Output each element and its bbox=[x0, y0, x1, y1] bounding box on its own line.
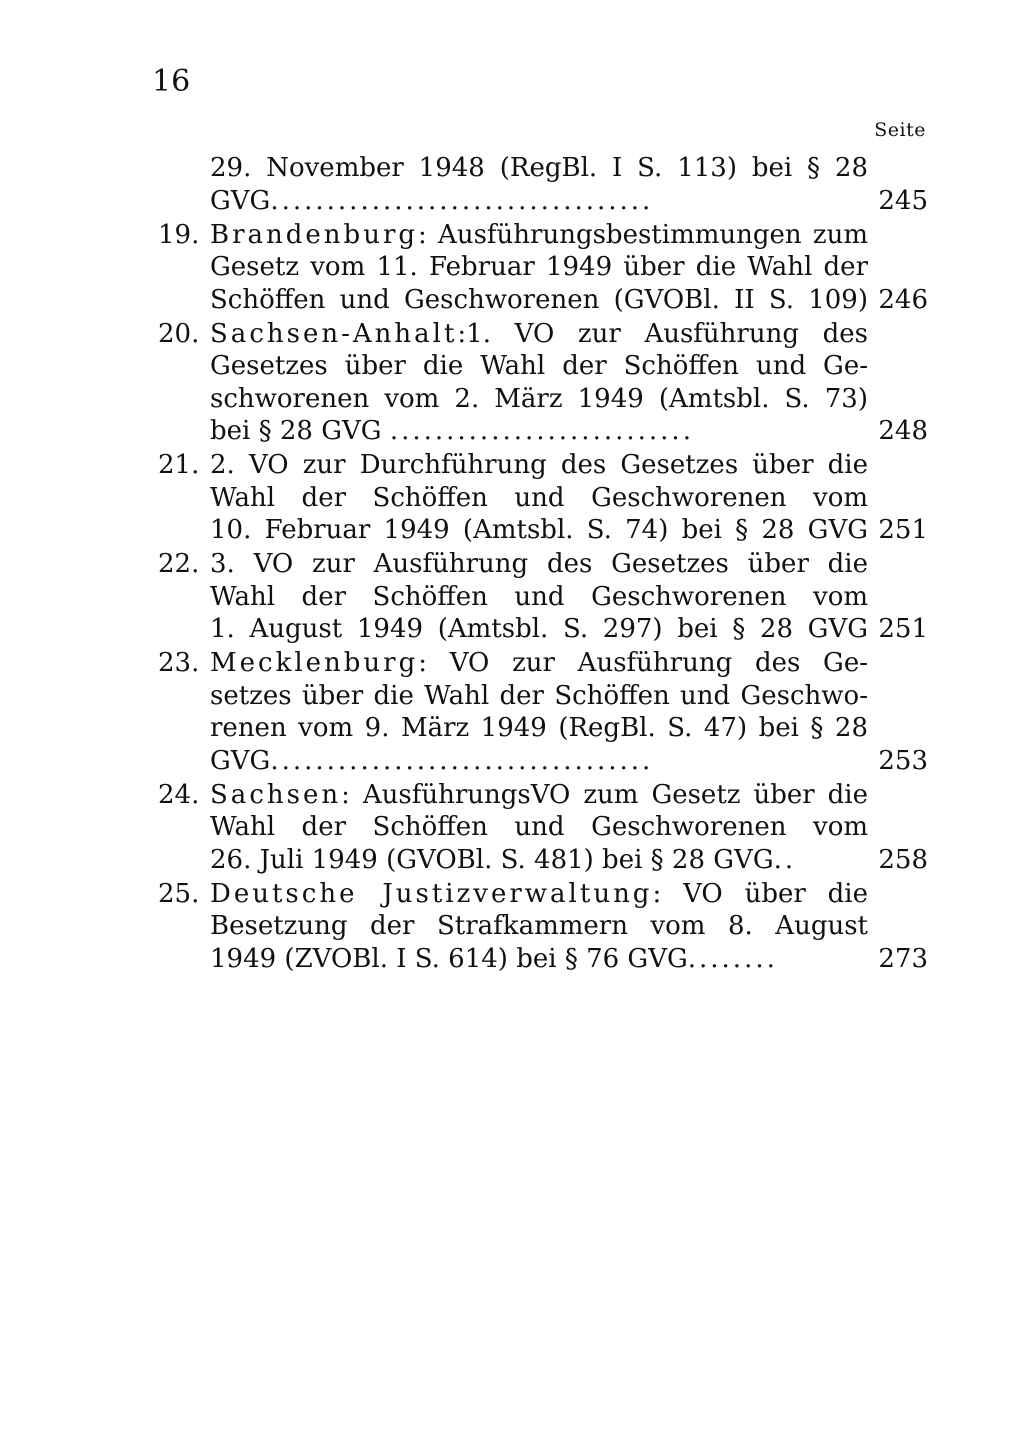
entry-text bbox=[210, 219, 868, 317]
entry-line: setzes über die Wahl der Schöffen und Geschwo- bbox=[210, 680, 868, 711]
entry-line: Gesetz vom 11. Februar 1949 über die Wahl der bbox=[210, 252, 868, 282]
entry-line: Deutsche Justizverwaltung: VO über die bbox=[210, 878, 868, 909]
page-reference: 246 bbox=[878, 284, 928, 315]
entry-line: Besetzung der Strafkammern vom 8. August bbox=[210, 911, 868, 941]
entry-line: 2. VO zur Durchführung des Gesetzes über die bbox=[210, 450, 868, 480]
authority-name: Mecklenburg bbox=[210, 648, 419, 678]
toc-entry-25 bbox=[158, 878, 928, 976]
entry-number: 21. bbox=[158, 450, 200, 480]
entry-line: 1949 (ZVOBl. I S. 614) bei § 76 GVG........ bbox=[210, 943, 778, 974]
authority-name: Brandenburg bbox=[210, 219, 419, 250]
entry-line: Wahl der Schöffen und Geschworenen vom bbox=[210, 812, 868, 842]
page-reference: 248 bbox=[878, 416, 928, 446]
entry-line: Wahl der Schöffen und Geschworenen vom bbox=[210, 581, 868, 612]
authority-name: Sachsen-Anhalt bbox=[210, 318, 458, 349]
page-reference: 258 bbox=[878, 844, 928, 875]
toc-entry-22 bbox=[158, 548, 928, 646]
entry-text bbox=[210, 878, 868, 976]
entry-number: 22. bbox=[158, 549, 200, 579]
toc-entry-20 bbox=[158, 318, 928, 448]
entry-line: 3. VO zur Ausführung des Gesetzes über die bbox=[210, 549, 868, 579]
entry-line: Sachsen: AusführungsVO zum Gesetz über die bbox=[210, 779, 868, 810]
authority-name: Sachsen bbox=[210, 779, 342, 810]
dot-leader: .................................. bbox=[270, 745, 654, 776]
entry-line: Wahl der Schöffen und Geschworenen vom bbox=[210, 482, 868, 513]
entry-text bbox=[210, 548, 868, 646]
dot-leader: ........ bbox=[687, 943, 778, 974]
entry-text bbox=[210, 318, 868, 448]
entry-line: Schöffen und Geschworenen (GVOBl. II S. 109) bbox=[210, 284, 868, 315]
page-reference: 251 bbox=[878, 614, 928, 644]
table-of-contents bbox=[158, 152, 928, 977]
page-number: 16 bbox=[152, 64, 191, 99]
entry-text bbox=[210, 647, 868, 777]
entry-text bbox=[210, 449, 868, 547]
dot-leader: .................................. bbox=[270, 185, 654, 216]
authority-name: Deutsche Justizverwaltung bbox=[210, 878, 653, 909]
column-label-seite: Seite bbox=[874, 119, 926, 141]
entry-text bbox=[210, 779, 868, 877]
entry-line: schworenen vom 2. März 1949 (Amtsbl. S. 73) bbox=[210, 383, 868, 414]
entry-number: 20. bbox=[158, 318, 200, 349]
entry-line: Sachsen-Anhalt:1. VO zur Ausführung des bbox=[210, 318, 868, 349]
entry-line: 26. Juli 1949 (GVOBl. S. 481) bei § 28 GVG.. bbox=[210, 844, 797, 875]
entry-line: renen vom 9. März 1949 (RegBl. S. 47) bei § 28 bbox=[210, 713, 868, 743]
entry-line: 10. Februar 1949 (Amtsbl. S. 74) bei § 28 GVG bbox=[210, 515, 868, 545]
toc-entry-19 bbox=[158, 219, 928, 317]
toc-entry-24 bbox=[158, 779, 928, 877]
entry-number: 23. bbox=[158, 648, 200, 678]
dot-leader: .. bbox=[773, 844, 797, 875]
entry-line: Gesetzes über die Wahl der Schöffen und Ge- bbox=[210, 351, 868, 381]
toc-entry-21 bbox=[158, 449, 928, 547]
page-reference: 245 bbox=[878, 185, 928, 216]
entry-line: GVG.................................. bbox=[210, 185, 654, 216]
entry-line: bei § 28 GVG ........................... bbox=[210, 416, 694, 446]
entry-number: 24. bbox=[158, 779, 200, 810]
dot-leader: ........................... bbox=[389, 416, 694, 446]
entry-text bbox=[210, 152, 868, 217]
page-reference: 253 bbox=[878, 745, 928, 776]
toc-entry-23 bbox=[158, 647, 928, 777]
page-reference: 273 bbox=[878, 943, 928, 974]
entry-line: Mecklenburg: VO zur Ausführung des Ge- bbox=[210, 648, 868, 678]
entry-line: 29. November 1948 (RegBl. I S. 113) bei § 28 bbox=[210, 153, 868, 183]
page-reference: 251 bbox=[878, 515, 928, 545]
entry-line: 1. August 1949 (Amtsbl. S. 297) bei § 28 GVG bbox=[210, 614, 868, 644]
entry-number: 19. bbox=[158, 219, 200, 250]
entry-line: GVG.................................. bbox=[210, 745, 654, 776]
toc-entry-continuation bbox=[158, 152, 928, 217]
entry-number: 25. bbox=[158, 878, 200, 909]
entry-line: Brandenburg: Ausführungsbestimmungen zum bbox=[210, 219, 868, 250]
